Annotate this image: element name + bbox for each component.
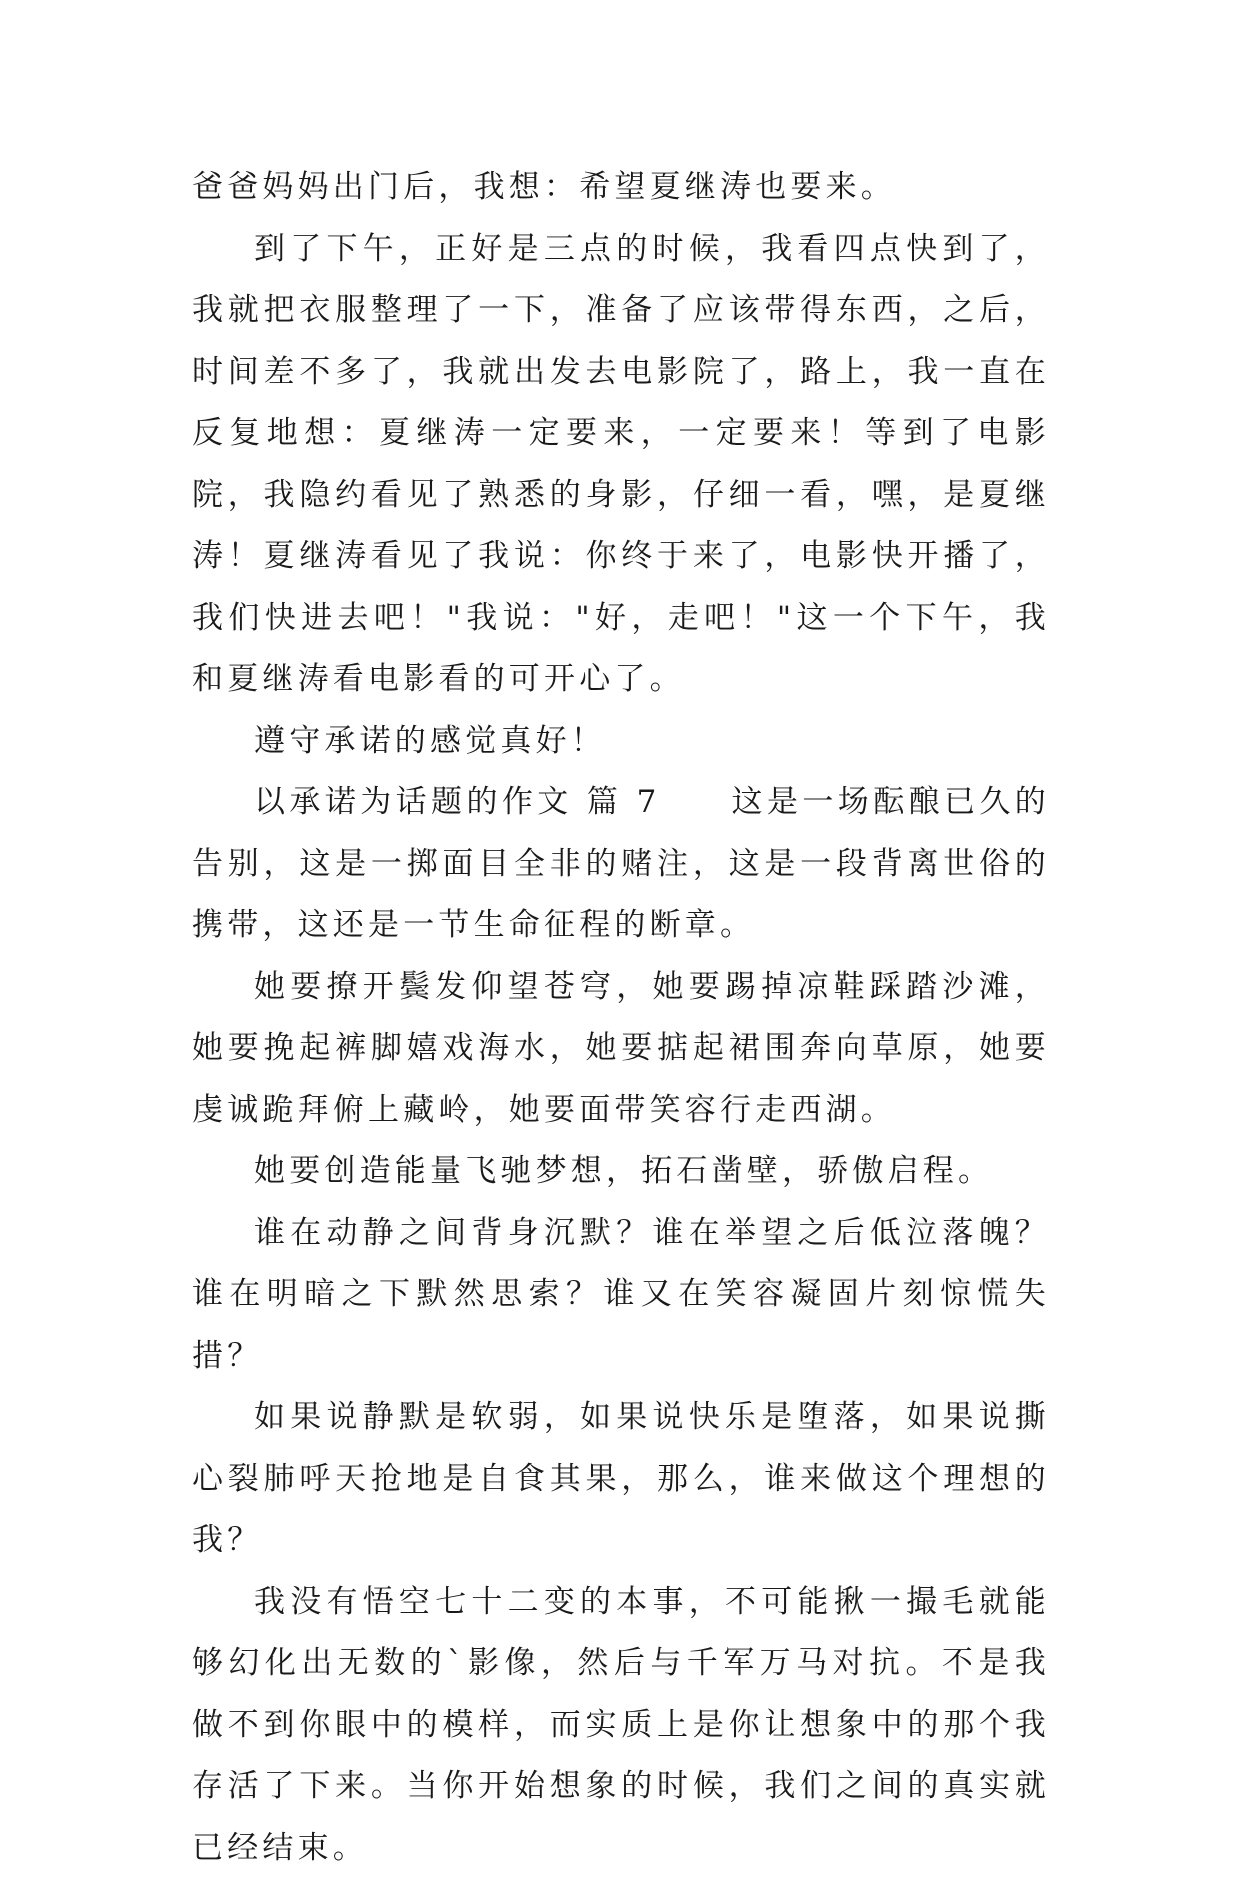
- paragraph: 她要撩开鬓发仰望苍穹，她要踢掉凉鞋踩踏沙滩，她要挽起裤脚嬉戏海水，她要掂起裙围奔向草原，她要虔诚跪拜俯上藏岭，她要面带笑容行走西湖。: [192, 957, 1050, 1142]
- paragraph: 爸爸妈妈出门后，我想：希望夏继涛也要来。: [192, 157, 1050, 219]
- paragraph: 谁在动静之间背身沉默？谁在举望之后低泣落魄？谁在明暗之下默然思索？谁又在笑容凝固片刻惊慌失措？: [192, 1203, 1050, 1388]
- paragraph: 我没有悟空七十二变的本事，不可能揪一撮毛就能够幻化出无数的`影像，然后与千军万马对抗。不是我做不到你眼中的模样，而实质上是你让想象中的那个我存活了下来。当你开始想象的时候，我们之间的真实就已经结束。: [192, 1572, 1050, 1879]
- paragraph: 如果说静默是软弱，如果说快乐是堕落，如果说撕心裂肺呼天抢地是自食其果，那么，谁来做这个理想的我？: [192, 1387, 1050, 1572]
- paragraph: 她要创造能量飞驰梦想，拓石凿壁，骄傲启程。: [192, 1141, 1050, 1203]
- document-body: [192, 157, 1050, 1879]
- paragraph: 以承诺为话题的作文 篇 7 这是一场酝酿已久的告别，这是一掷面目全非的赌注，这是一段背离世俗的携带，这还是一节生命征程的断章。: [192, 772, 1050, 957]
- paragraph: 遵守承诺的感觉真好！: [192, 711, 1050, 773]
- paragraph: 到了下午，正好是三点的时候，我看四点快到了，我就把衣服整理了一下，准备了应该带得东西，之后，时间差不多了，我就出发去电影院了，路上，我一直在反复地想：夏继涛一定要来，一定要来！等到了电影院，我隐约看见了熟悉的身影，仔细一看，嘿，是夏继涛！夏继涛看见了我说：你终于来了，电影快开播了，我们快进去吧！"我说："好，走吧！"这一个下午，我和夏继涛看电影看的可开心了。: [192, 219, 1050, 711]
